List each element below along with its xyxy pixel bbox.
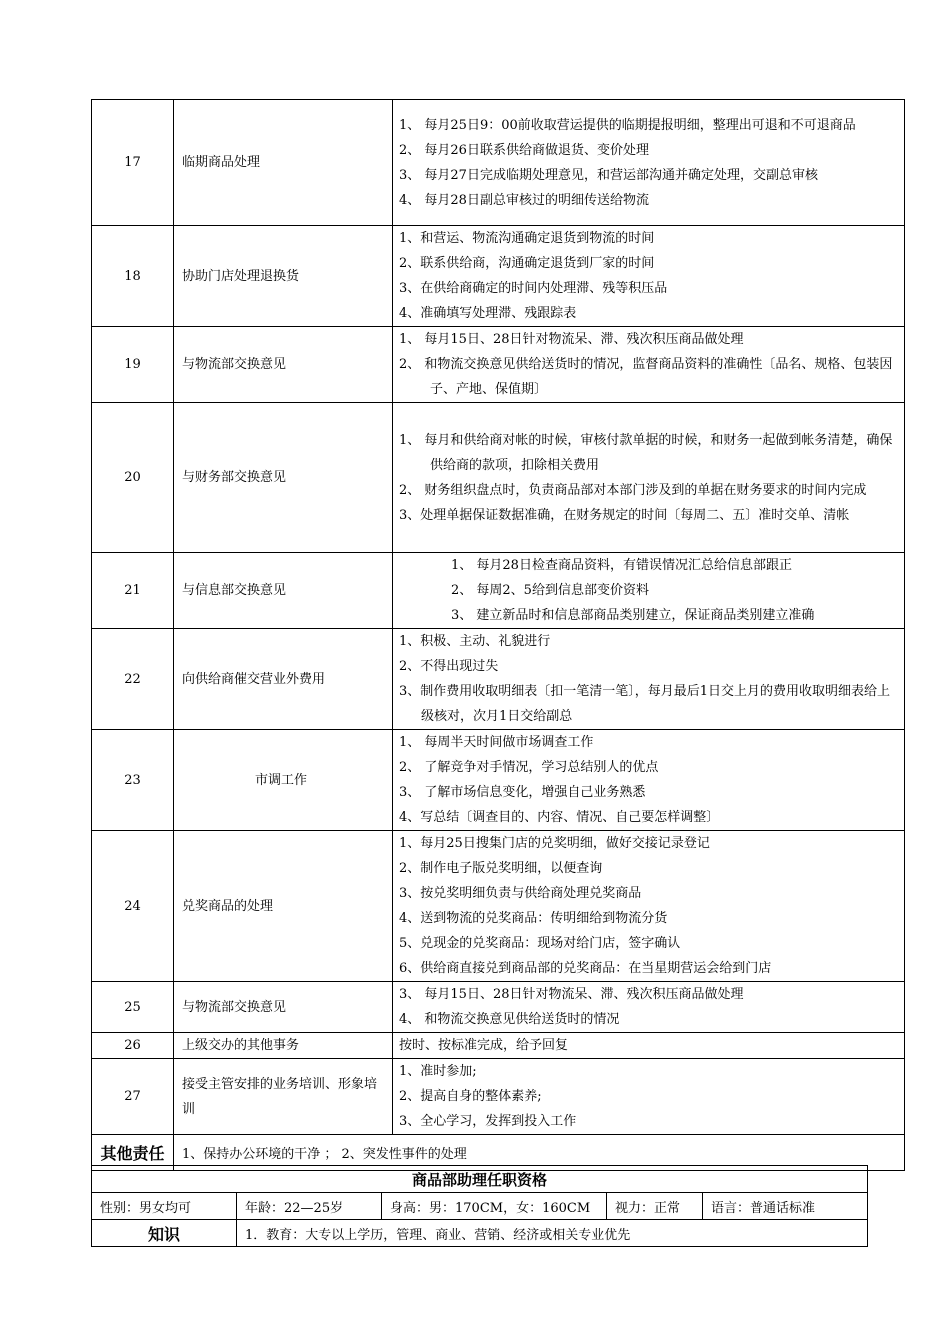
duty-name: 兑奖商品的处理	[174, 831, 393, 982]
table-row	[92, 982, 905, 1033]
row-number: 27	[92, 1059, 174, 1135]
duty-items	[393, 982, 905, 1033]
row-number: 22	[92, 629, 174, 730]
vision-cell: 视力：正常	[607, 1193, 703, 1220]
duty-items	[393, 327, 905, 403]
list-item: 3、制作费用收取明细表〔扣一笔清一笔〕，每月最后1日交上月的费用收取明细表给上级核对，次月1日交给副总	[399, 684, 891, 724]
duty-name: 市调工作	[174, 730, 393, 831]
row-number: 23	[92, 730, 174, 831]
list-item: 1、每月25日搜集门店的兑奖明细，做好交接记录登记	[399, 836, 710, 851]
duty-name: 向供给商催交营业外费用	[174, 629, 393, 730]
duty-name: 临期商品处理	[174, 100, 393, 226]
list-item: 3、按兑奖明细负责与供给商处理兑奖商品	[399, 886, 642, 901]
duty-name: 与财务部交换意见	[174, 403, 393, 553]
duty-name: 上级交办的其他事务	[174, 1033, 393, 1059]
table-row	[92, 553, 905, 629]
list-item: 2、 每月26日联系供给商做退货、变价处理	[399, 142, 649, 158]
duty-name: 与信息部交换意见	[174, 553, 393, 629]
list-item: 1、 每月28日检查商品资料，有错误情况汇总给信息部跟正	[451, 558, 792, 573]
list-item: 3、 每月27日完成临期处理意见，和营运部沟通并确定处理，交副总审核	[399, 167, 818, 183]
list-item: 2、制作电子版兑奖明细，以便查询	[399, 861, 603, 876]
duty-items	[393, 1059, 905, 1135]
list-item: 2、 和物流交换意见供给送货时的情况，监督商品资料的准确性〔品名、规格、包装因子、产地、保值期〕	[399, 357, 893, 397]
list-item: 3、 每月15日、28日针对物流呆、滞、残次积压商品做处理	[399, 987, 744, 1002]
table-row	[92, 1059, 905, 1135]
table-row	[92, 403, 905, 553]
duty-items	[393, 629, 905, 730]
language-cell: 语言：普通话标准	[703, 1193, 868, 1220]
gender-cell: 性别：男女均可	[92, 1193, 237, 1220]
list-item: 1、 每周半天时间做市场调查工作	[399, 735, 594, 750]
height-cell: 身高：男：170CM，女：160CM	[382, 1193, 607, 1220]
duty-items	[393, 100, 905, 226]
other-responsibilities-label: 其他责任	[92, 1135, 174, 1171]
list-item: 1、 每月25日9：00前收取营运提供的临期提报明细，整理出可退和不可退商品	[399, 117, 856, 133]
list-item: 2、 财务组织盘点时，负责商品部对本部门涉及到的单据在财务要求的时间内完成	[399, 482, 867, 498]
duty-name: 与物流部交换意见	[174, 327, 393, 403]
age-cell: 年龄：22—25岁	[237, 1193, 382, 1220]
table-row	[92, 1033, 905, 1059]
qualification-title: 商品部助理任职资格	[92, 1166, 868, 1193]
list-item: 1、和营运、物流沟通确定退货到物流的时间	[399, 231, 655, 246]
list-item: 1、 每月和供给商对帐的时候，审核付款单据的时候，和财务一起做到帐务清楚，确保供给商的款项，扣除相关费用	[399, 432, 893, 473]
list-item: 2、 了解竞争对手情况，学习总结别人的优点	[399, 760, 659, 775]
knowledge-row	[92, 1220, 868, 1247]
table-row	[92, 226, 905, 327]
table-row	[92, 730, 905, 831]
list-item: 1、准时参加;	[399, 1064, 477, 1079]
duty-items	[393, 730, 905, 831]
table-row	[92, 100, 905, 226]
duty-items	[393, 1033, 905, 1059]
table-row	[92, 831, 905, 982]
row-number: 18	[92, 226, 174, 327]
table-row	[92, 327, 905, 403]
list-item: 1、 每月15日、28日针对物流呆、滞、残次积压商品做处理	[399, 332, 744, 347]
row-number: 20	[92, 403, 174, 553]
list-item: 3、 了解市场信息变化，增强自己业务熟悉	[399, 785, 646, 800]
list-item: 3、处理单据保证数据准确，在财务规定的时间〔每周二、五〕准时交单、清帐	[399, 507, 850, 523]
list-item: 6、供给商直接兑到商品部的兑奖商品：在当星期营运会给到门店	[399, 961, 772, 976]
list-item: 3、 建立新品时和信息部商品类别建立，保证商品类别建立准确	[451, 608, 815, 623]
row-number: 25	[92, 982, 174, 1033]
list-item: 2、 每周2、5给到信息部变价资料	[451, 583, 649, 598]
list-item: 4、准确填写处理滞、残跟踪表	[399, 306, 577, 321]
row-number: 26	[92, 1033, 174, 1059]
duty-name: 与物流部交换意见	[174, 982, 393, 1033]
qualification-basic-row	[92, 1193, 868, 1220]
qualification-table	[91, 1165, 868, 1247]
knowledge-text: 1．教育：大专以上学历，管理、商业、营销、经济或相关专业优先	[237, 1220, 868, 1247]
list-item: 3、在供给商确定的时间内处理滞、残等积压品	[399, 281, 668, 296]
row-number: 19	[92, 327, 174, 403]
list-item: 4、 每月28日副总审核过的明细传送给物流	[399, 192, 649, 208]
duty-name: 协助门店处理退换货	[174, 226, 393, 327]
knowledge-label: 知识	[92, 1220, 237, 1247]
list-item: 5、兑现金的兑奖商品：现场对给门店，签字确认	[399, 936, 681, 951]
list-item: 3、全心学习，发挥到投入工作	[399, 1114, 577, 1129]
list-item: 4、 和物流交换意见供给送货时的情况	[399, 1012, 620, 1027]
duties-table	[91, 99, 905, 1171]
list-item: 2、联系供给商，沟通确定退货到厂家的时间	[399, 256, 655, 271]
duty-items	[393, 403, 905, 553]
table-row	[92, 629, 905, 730]
list-item: 4、写总结〔调查目的、内容、情况、自己要怎样调整〕	[399, 810, 720, 825]
qualification-title-row	[92, 1166, 868, 1193]
list-item: 4、送到物流的兑奖商品：传明细给到物流分货	[399, 911, 668, 926]
list-item: 2、提高自身的整体素养;	[399, 1089, 542, 1104]
row-number: 21	[92, 553, 174, 629]
duty-items	[393, 226, 905, 327]
list-item: 按时、按标准完成，给予回复	[399, 1038, 569, 1053]
duty-name: 接受主管安排的业务培训、形象培训	[174, 1059, 393, 1135]
other-responsibilities-text: 1、保持办公环境的干净 ； 2、突发性事件的处理	[174, 1135, 905, 1171]
list-item: 1、积极、主动、礼貌进行	[399, 634, 551, 649]
row-number: 24	[92, 831, 174, 982]
duty-items	[393, 553, 905, 629]
list-item: 2、不得出现过失	[399, 659, 499, 674]
duty-items	[393, 831, 905, 982]
row-number: 17	[92, 100, 174, 226]
